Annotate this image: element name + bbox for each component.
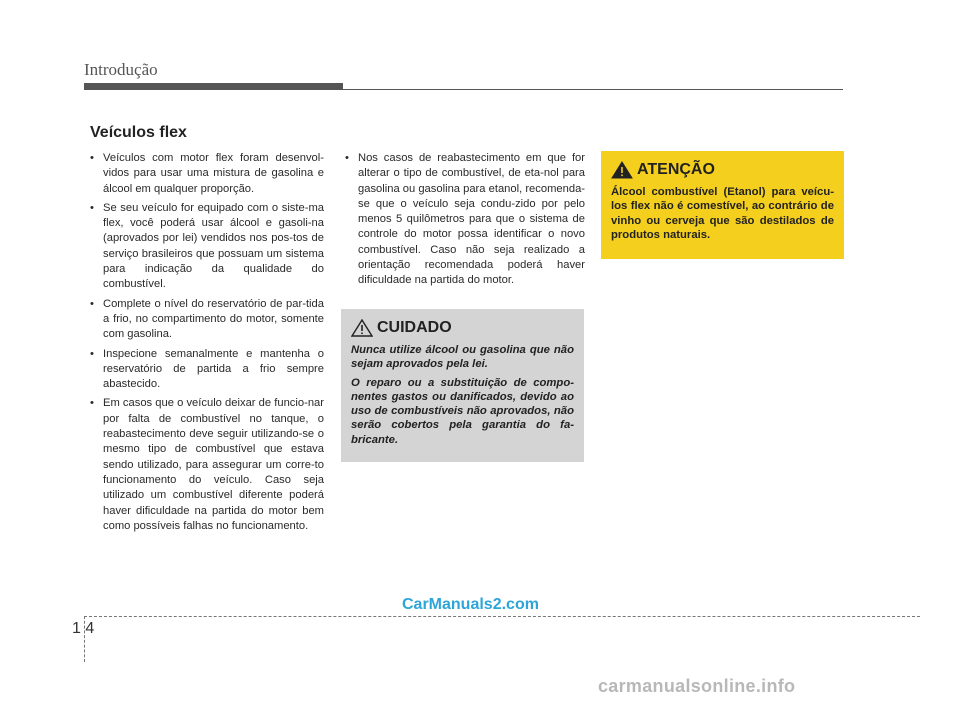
caution-paragraph: Nunca utilize álcool ou gasolina que não sejam aprovados pela lei. bbox=[351, 344, 574, 371]
list-item: • Veículos com motor flex foram desenvol-vidos para usar uma mistura de gasolina e álcool em qualquer proporção. bbox=[90, 151, 324, 197]
warning-triangle-icon bbox=[611, 161, 633, 179]
list-item: • Complete o nível do reservatório de par-tida a frio, no compartimento do motor, somente com gasolina. bbox=[90, 297, 324, 343]
caution-body bbox=[351, 343, 574, 447]
left-column bbox=[90, 151, 324, 538]
list-item: • Nos casos de reabastecimento em que for alterar o tipo de combustível, de eta-nol para gasolina ou gasolina para etanol, recomenda-se que o veículo seja condu-zido por pelo menos 5 quilômetros para que o sistema de controle do motor possa identificar o novo combustível. Caso não seja realizado a orientação recomendada poderá haver dificuldade na partida do motor. bbox=[345, 151, 585, 289]
list-item: • Em casos que o veículo deixar de funcio-nar por falta de combustível no tanque, o reabastecimento deve seguir utilizando-se o mesmo tipo de combustível que estava sendo utilizado, para assegurar um corre-to funcionamento do veículo. Caso seja utilizado um combustível diferente poderá haver dificuldade na partida do motor bem como possíveis falhas no funcionamento. bbox=[90, 396, 324, 534]
header-title: Introdução bbox=[84, 60, 158, 79]
header-rule-thick bbox=[84, 83, 343, 90]
warning-triangle-icon bbox=[351, 319, 373, 337]
warning-paragraph: Álcool combustível (Etanol) para veícu-los flex não é comestível, ao contrário de vinho ou cerveja que são destilados de produtos naturais. bbox=[611, 186, 834, 241]
list-item: • Inspecione semanalmente e mantenha o reservatório de partida a frio sempre abastecido. bbox=[90, 347, 324, 393]
warning-title: ATENÇÃO bbox=[637, 161, 715, 178]
warning-box bbox=[601, 151, 844, 259]
caution-box bbox=[341, 309, 584, 462]
section-title: Veículos flex bbox=[90, 124, 187, 141]
list-item: • Se seu veículo for equipado com o siste-ma flex, você poderá usar álcool e gasoli-na (aprovados por lei) vendidos nos pos-tos de serviço brasileiros que possuam um sistema para indicação da qualidade do combustível. bbox=[90, 201, 324, 293]
caution-paragraph: O reparo ou a substituição de compo-nentes gastos ou danificados, devido ao uso de combustíveis não aprovados, não serão cobertos pela garantia do fa-bricante. bbox=[351, 376, 574, 446]
watermark-link[interactable]: CarManuals2.com bbox=[402, 596, 539, 613]
caution-header bbox=[351, 319, 574, 337]
header-rule-thin bbox=[343, 89, 843, 90]
footer-rule bbox=[84, 616, 920, 617]
middle-column bbox=[345, 151, 585, 293]
warning-header bbox=[611, 161, 834, 179]
warning-body bbox=[611, 185, 834, 242]
caution-title: CUIDADO bbox=[377, 319, 452, 336]
page-number: 1 4 bbox=[72, 620, 95, 637]
bottom-watermark: carmanualsonline.info bbox=[598, 676, 796, 696]
